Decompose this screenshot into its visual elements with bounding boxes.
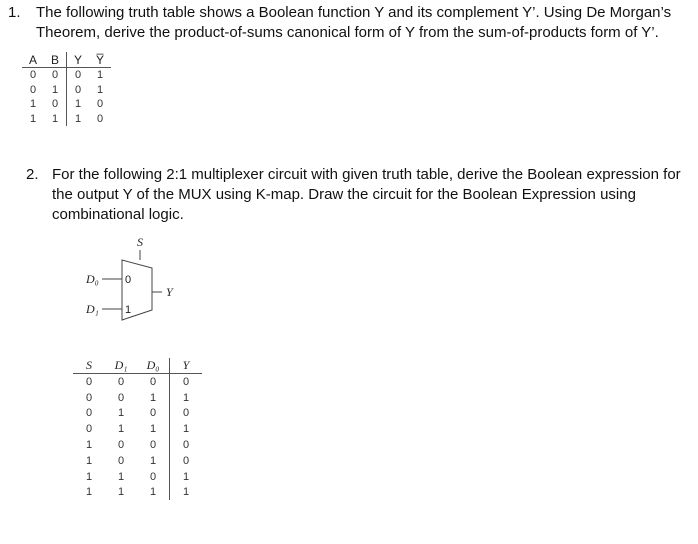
mux-port0: 0 [125, 274, 132, 286]
cell: 1 [117, 470, 125, 483]
cell: 1 [44, 112, 67, 127]
cell: 0 [182, 439, 190, 452]
question-1-text: The following truth table shows a Boolean function Y and its complement Y’. Using De Morgan’s Theorem, derive the product-of-sums canonical form of Y from the sum-of-products form of Y’. [36, 4, 672, 41]
table-row [73, 390, 202, 406]
cell: 1 [29, 112, 37, 125]
cell: 0 [137, 374, 170, 390]
cell: 0 [44, 97, 67, 112]
cell: 1 [96, 69, 104, 82]
table-row [22, 97, 111, 112]
table-row [73, 469, 202, 485]
cell: 1 [137, 421, 170, 437]
cell: 0 [117, 375, 125, 388]
header-y: Y [67, 52, 90, 68]
header-s: S [73, 358, 105, 374]
cell: 0 [137, 406, 170, 422]
cell: 1 [137, 390, 170, 406]
truth-table-1-header [22, 52, 111, 68]
cell: 1 [182, 486, 190, 499]
cell: 0 [29, 83, 37, 96]
table-row [73, 453, 202, 469]
mux-output-label: Y [166, 285, 173, 299]
table-row [73, 485, 202, 501]
cell: 0 [182, 375, 190, 388]
cell: 1 [96, 83, 104, 96]
cell: 0 [74, 83, 82, 96]
mux-diagram [80, 228, 210, 328]
header-y: Y [170, 358, 203, 374]
cell: 0 [85, 391, 93, 404]
cell: 1 [85, 439, 93, 452]
header-b: B [44, 52, 67, 68]
mux-input0-label: D₀ [86, 272, 99, 286]
cell: 0 [74, 69, 82, 82]
table-row [22, 112, 111, 127]
cell: 0 [44, 68, 67, 83]
cell: 0 [29, 69, 37, 82]
cell: 0 [137, 469, 170, 485]
cell: 1 [182, 391, 190, 404]
header-y-complement: Y̅ [89, 52, 111, 68]
cell: 0 [85, 407, 93, 420]
table-row [73, 374, 202, 390]
cell: 1 [117, 423, 125, 436]
cell: 1 [117, 486, 125, 499]
cell: 0 [117, 439, 125, 452]
question-2-text: For the following 2:1 multiplexer circuit with given truth table, derive the Boolean expression for the output Y of the MUX using K-map. Draw the circuit for the Boolean Expression using combinational logic. [52, 166, 681, 223]
header-d0: D₀ [137, 358, 170, 374]
cell: 1 [182, 470, 190, 483]
cell: 0 [182, 407, 190, 420]
table-row [73, 406, 202, 422]
cell: 0 [117, 454, 125, 467]
cell: 1 [74, 112, 82, 125]
table-row [22, 83, 111, 98]
table-row [22, 68, 111, 83]
cell: 0 [182, 454, 190, 467]
cell: 0 [137, 437, 170, 453]
header-a: A [22, 52, 44, 68]
cell: 1 [74, 98, 82, 111]
mux-select-label: S [137, 235, 143, 249]
truth-table-2-header [73, 358, 202, 374]
table-row [73, 421, 202, 437]
cell: 1 [85, 454, 93, 467]
cell: 1 [29, 98, 37, 111]
cell: 0 [85, 375, 93, 388]
cell: 0 [85, 423, 93, 436]
mux-port1: 1 [125, 304, 132, 316]
question-2-number: 2. [26, 166, 39, 183]
question-1-number: 1. [8, 4, 21, 21]
cell: 0 [96, 112, 104, 125]
cell: 0 [117, 391, 125, 404]
cell: 0 [96, 98, 104, 111]
cell: 1 [117, 407, 125, 420]
table-row [73, 437, 202, 453]
cell: 1 [137, 485, 170, 501]
cell: 1 [182, 423, 190, 436]
mux-input1-label: D₁ [86, 302, 99, 316]
cell: 1 [85, 470, 93, 483]
cell: 1 [85, 486, 93, 499]
truth-table-2 [73, 358, 202, 500]
cell: 1 [44, 83, 67, 98]
truth-table-1 [22, 52, 111, 126]
header-d1: D₁ [105, 358, 137, 374]
cell: 1 [137, 453, 170, 469]
